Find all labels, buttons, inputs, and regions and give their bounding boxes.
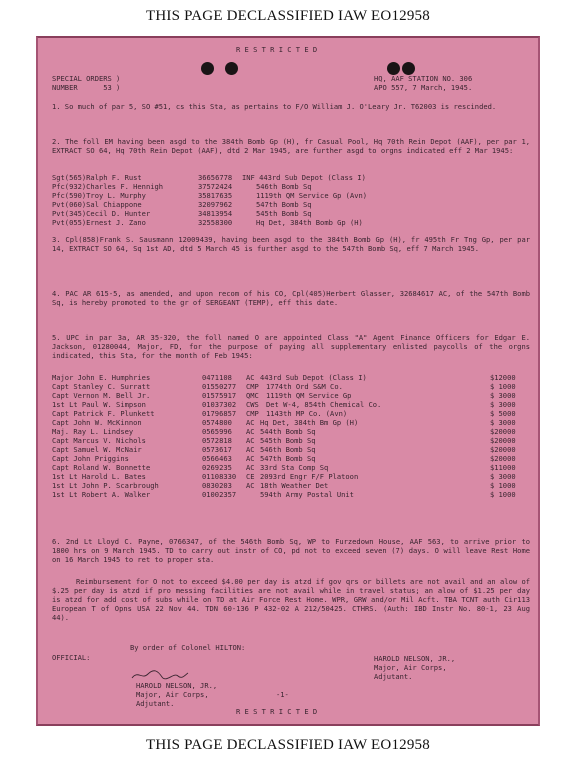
list-item: Pvt(055)Ernest J. Zano 32558300 Hq Det, 384th Bomb Gp (H) xyxy=(52,217,363,227)
paragraph-2: 2. The foll EM having been asgd to the 384th Bomb Gp (H), fr Casual Pool, Hq 70th Rein Depot (AAF), per par 1, EXTRACT SO 64, Hq 70th Rein Depot (AAF), dtd 2 Mar 1945, are further asgd to orgns indicated eff 2 Mar 1945: xyxy=(52,137,530,155)
paragraph-3: 3. Cpl(858)Frank S. Sausmann 12009439, having been asgd to the 384th Bomb Gp (H), fr 495th Fr Tng Gp, per par 14, EXTRACT SO 64, Sq 1st AD, dtd 5 March 45 is further asgd to the 547th Bomb Sq, eff 7 March 1945. xyxy=(52,235,530,253)
paragraph-4: 4. PAC AR 615-5, as amended, and upon recom of his CO, Cpl(405)Herbert Glasser, 32684617 AC, of the 547th Bomb Sq, is hereby promoted to the gr of SERGEANT (TEMP), eff this date. xyxy=(52,289,530,307)
punch-hole xyxy=(225,62,238,75)
by-order-line: By order of Colonel HILTON: xyxy=(130,643,246,652)
paragraph-6-reimbursement: Reimbursement for O not to exceed $4.00 per day is atzd if gov qrs or billets are not avail and an alow of $.25 per day is atzd if pro messing facilities are not avail while in travel status; an alow of $1.25 per day is atzd for add cost of subs while on TD at Air Force Rest Home. WPR, GRW and/or Mil Acft. TBA TCNT auth Cir113 European T of Opns USA 22 Nov 44. TDN 60-136 P 432-02 A 212/50425. CTHRS. (Auth: IBD Instr No. 80-1, 23 Aug 44). xyxy=(52,577,530,622)
left-signatory-name: HAROLD NELSON, JR., xyxy=(136,681,218,690)
list-item: Sgt(565)Ralph F. Rust 36656778 INF 443rd Sub Depot (Class I) xyxy=(52,172,366,182)
left-signatory-rank: Major, Air Corps, xyxy=(136,690,209,699)
official-label: OFFICIAL: xyxy=(52,653,91,662)
right-signatory-title: Adjutant. xyxy=(374,672,413,681)
declassified-banner-top: THIS PAGE DECLASSIFIED IAW EO12958 xyxy=(146,8,430,24)
paragraph-6: 6. 2nd Lt Lloyd C. Payne, 0766347, of the 546th Bomb Sq, WP to Furzedown House, AAF 563, to arrive prior to 1800 hrs on 9 March 1945. TD to carry out instr of CO, pd not to exceed seven (7) days. O will leave Rest Home on 16 March 1945 to ret to proper sta. xyxy=(52,537,530,564)
list-item: Pfc(932)Charles F. Hennigh 37572424 546th Bomb Sq xyxy=(52,181,312,191)
orders-line2: NUMBER 53 ) xyxy=(52,83,121,92)
right-signatory-rank: Major, Air Corps, xyxy=(374,663,447,672)
classification-bottom: R E S T R I C T E D xyxy=(236,707,318,716)
declassified-banner-bottom: THIS PAGE DECLASSIFIED IAW EO12958 xyxy=(146,737,430,753)
left-signatory-title: Adjutant. xyxy=(136,699,175,708)
list-item: Pvt(345)Cecil D. Hunter 34813954 545th Bomb Sq xyxy=(52,208,312,218)
orders-line1: SPECIAL ORDERS ) xyxy=(52,74,121,83)
handwritten-signature xyxy=(130,668,190,682)
document-page: R E S T R I C T E D SPECIAL ORDERS ) NUMBER 53 ) HQ, AAF STATION NO. 306 APO 557, 7 March, 1945. 1. So much of par 5, SO #51, cs this Sta, as pertains to F/O William J. O'Leary Jr. T62003 is rescinded. 2. The foll EM having been asgd to the 384th Bomb Gp (H), fr Casual Pool, Hq 70th Rein Depot (AAF), per par 1, EXTRACT SO 64, Hq 70th Rein Depot (AAF), dtd 2 Mar 1945, are further asgd to orgns indicated eff 2 Mar 1945: Sgt(565)Ralph F. Rust 36656778 INF 443rd Sub Depot (Class I) Pfc(932)Charles F. Hennigh 37572424 546th Bomb Sq Pfc(590)Troy L. Murphy 35817635 1119th QM Service Gp (Avn) Pvt(060)Sal Chiappone 32097962 547th Bomb Sq Pvt(345)Cecil D. Hunter 34813954 545th Bomb Sq Pvt(055)Ernest J. Zano 32558300 Hq Det, 384th Bomb Gp (H) 3. Cpl(858)Frank S. Sausmann 12009439, having been asgd to the 384th Bomb Gp (H), fr 495th Fr Tng Gp, per par 14, EXTRACT SO 64, Sq 1st AD, dtd 5 March 45 is further asgd to the 547th Bomb Sq, eff 7 March 1945. 4. PAC AR 615-5, as amended, and upon recom of his CO, Cpl(405)Herbert Glasser, 32684617 AC, of the 547th Bomb Sq, is hereby promoted to the gr of SERGEANT (TEMP), eff this date. 5. UPC in par 3a, AR 35-320, the foll named O are appointed Class "A" Agent Finance Officers for Edgar E. Jackson, 01280044, Major, FD, for the purpose of paying all supplementary enlisted paycolls of the orgns indicated, this Sta, for the month of Feb 1945: Major John E. Humphries 0471108 AC 443rd Sub Depot (Class I) $12000 Capt Stanley C. Surratt 01550277 CMP 1774th Ord S&M Co. $ 1000 Capt Vernon M. Bell Jr. 01575917 QMC 1119th QM Service Gp $ 3000 1st Lt Paul W. Simpson 01037302 CWS Det W-4, 854th Chemical Co. $ 3000 Capt Patrick F. Plunkett 01796857 CMP 1143th MP Co. (Avn) $ 5000 Capt John W. McKinnon 0574800 AC Hq Det, 384th Bm Gp (H) $ 3000 Maj. Ray L. Lindsey 0565996 AC 544th Bomb Sq $20000 Capt Marcus V. Nichols 0572818 AC 545th Bomb Sq $20000 Capt Samuel W. McNair 0573617 AC 546th Bomb Sq $20000 Capt John Priggins 0566463 AC 547th Bomb Sq $20000 Capt Roland W. Bonnette 0269235 AC 33rd Sta Comp Sq $11000 1st Lt Harold L. Bates 01108330 CE 2093rd Engr F/F Platoon $ 3000 1st Lt John P. Scarbrough 0830203 AC 18th Weather Det $ 1000 1st Lt Robert A. Walker 01002357 594th Army Postal Unit $ 1000 6. 2nd Lt Lloyd C. Payne, 0766347, of the 546th Bomb Sq, WP to Furzedown House, AAF 563, to arrive prior to 1800 hrs on 9 March 1945. TD to carry out instr of CO, pd not to exceed seven (7) days. O will leave Rest Home on 16 March 1945 to ret to proper sta. Reimbursement for O not to exceed $4.00 per day is atzd if gov qrs or billets are not avail and an alow of $.25 per day is atzd if pro messing facilities are not avail while in travel status; an alow of $1.25 per day is atzd for add cost of subs while on TD at Air Force Rest Home. WPR, GRW and/or Mil Acft. TBA TCNT auth Cir113 European T of Opns USA 22 Nov 44. TDN 60-136 P 432-02 A 212/50425. CTHRS. (Auth: IBD Instr No. 80-1, 23 Aug 44). By order of Colonel HILTON: OFFICIAL: HAROLD NELSON, JR., Major, Air Corps, Adjutant. -1- HAROLD NELSON, JR., Major, Air Corps, Adjutant. R E S T R I C T E D xyxy=(36,36,540,726)
list-item: Pvt(060)Sal Chiappone 32097962 547th Bomb Sq xyxy=(52,199,312,209)
list-item: Pfc(590)Troy L. Murphy 35817635 1119th QM Service Gp (Avn) xyxy=(52,190,368,200)
right-signatory-name: HAROLD NELSON, JR., xyxy=(374,654,456,663)
hq-line1: HQ, AAF STATION NO. 306 xyxy=(374,74,473,83)
classification-top: R E S T R I C T E D xyxy=(236,45,318,54)
page-number: -1- xyxy=(276,690,289,699)
paragraph-1: 1. So much of par 5, SO #51, cs this Sta, as pertains to F/O William J. O'Leary Jr. T62003 is rescinded. xyxy=(52,102,497,111)
hq-line2: APO 557, 7 March, 1945. xyxy=(374,83,473,92)
paragraph-5: 5. UPC in par 3a, AR 35-320, the foll named O are appointed Class "A" Agent Finance Officers for Edgar E. Jackson, 01280044, Major, FD, for the purpose of paying all supplementary enlisted paycolls of the orgns indicated, this Sta, for the month of Feb 1945: xyxy=(52,333,530,360)
punch-hole xyxy=(201,62,214,75)
